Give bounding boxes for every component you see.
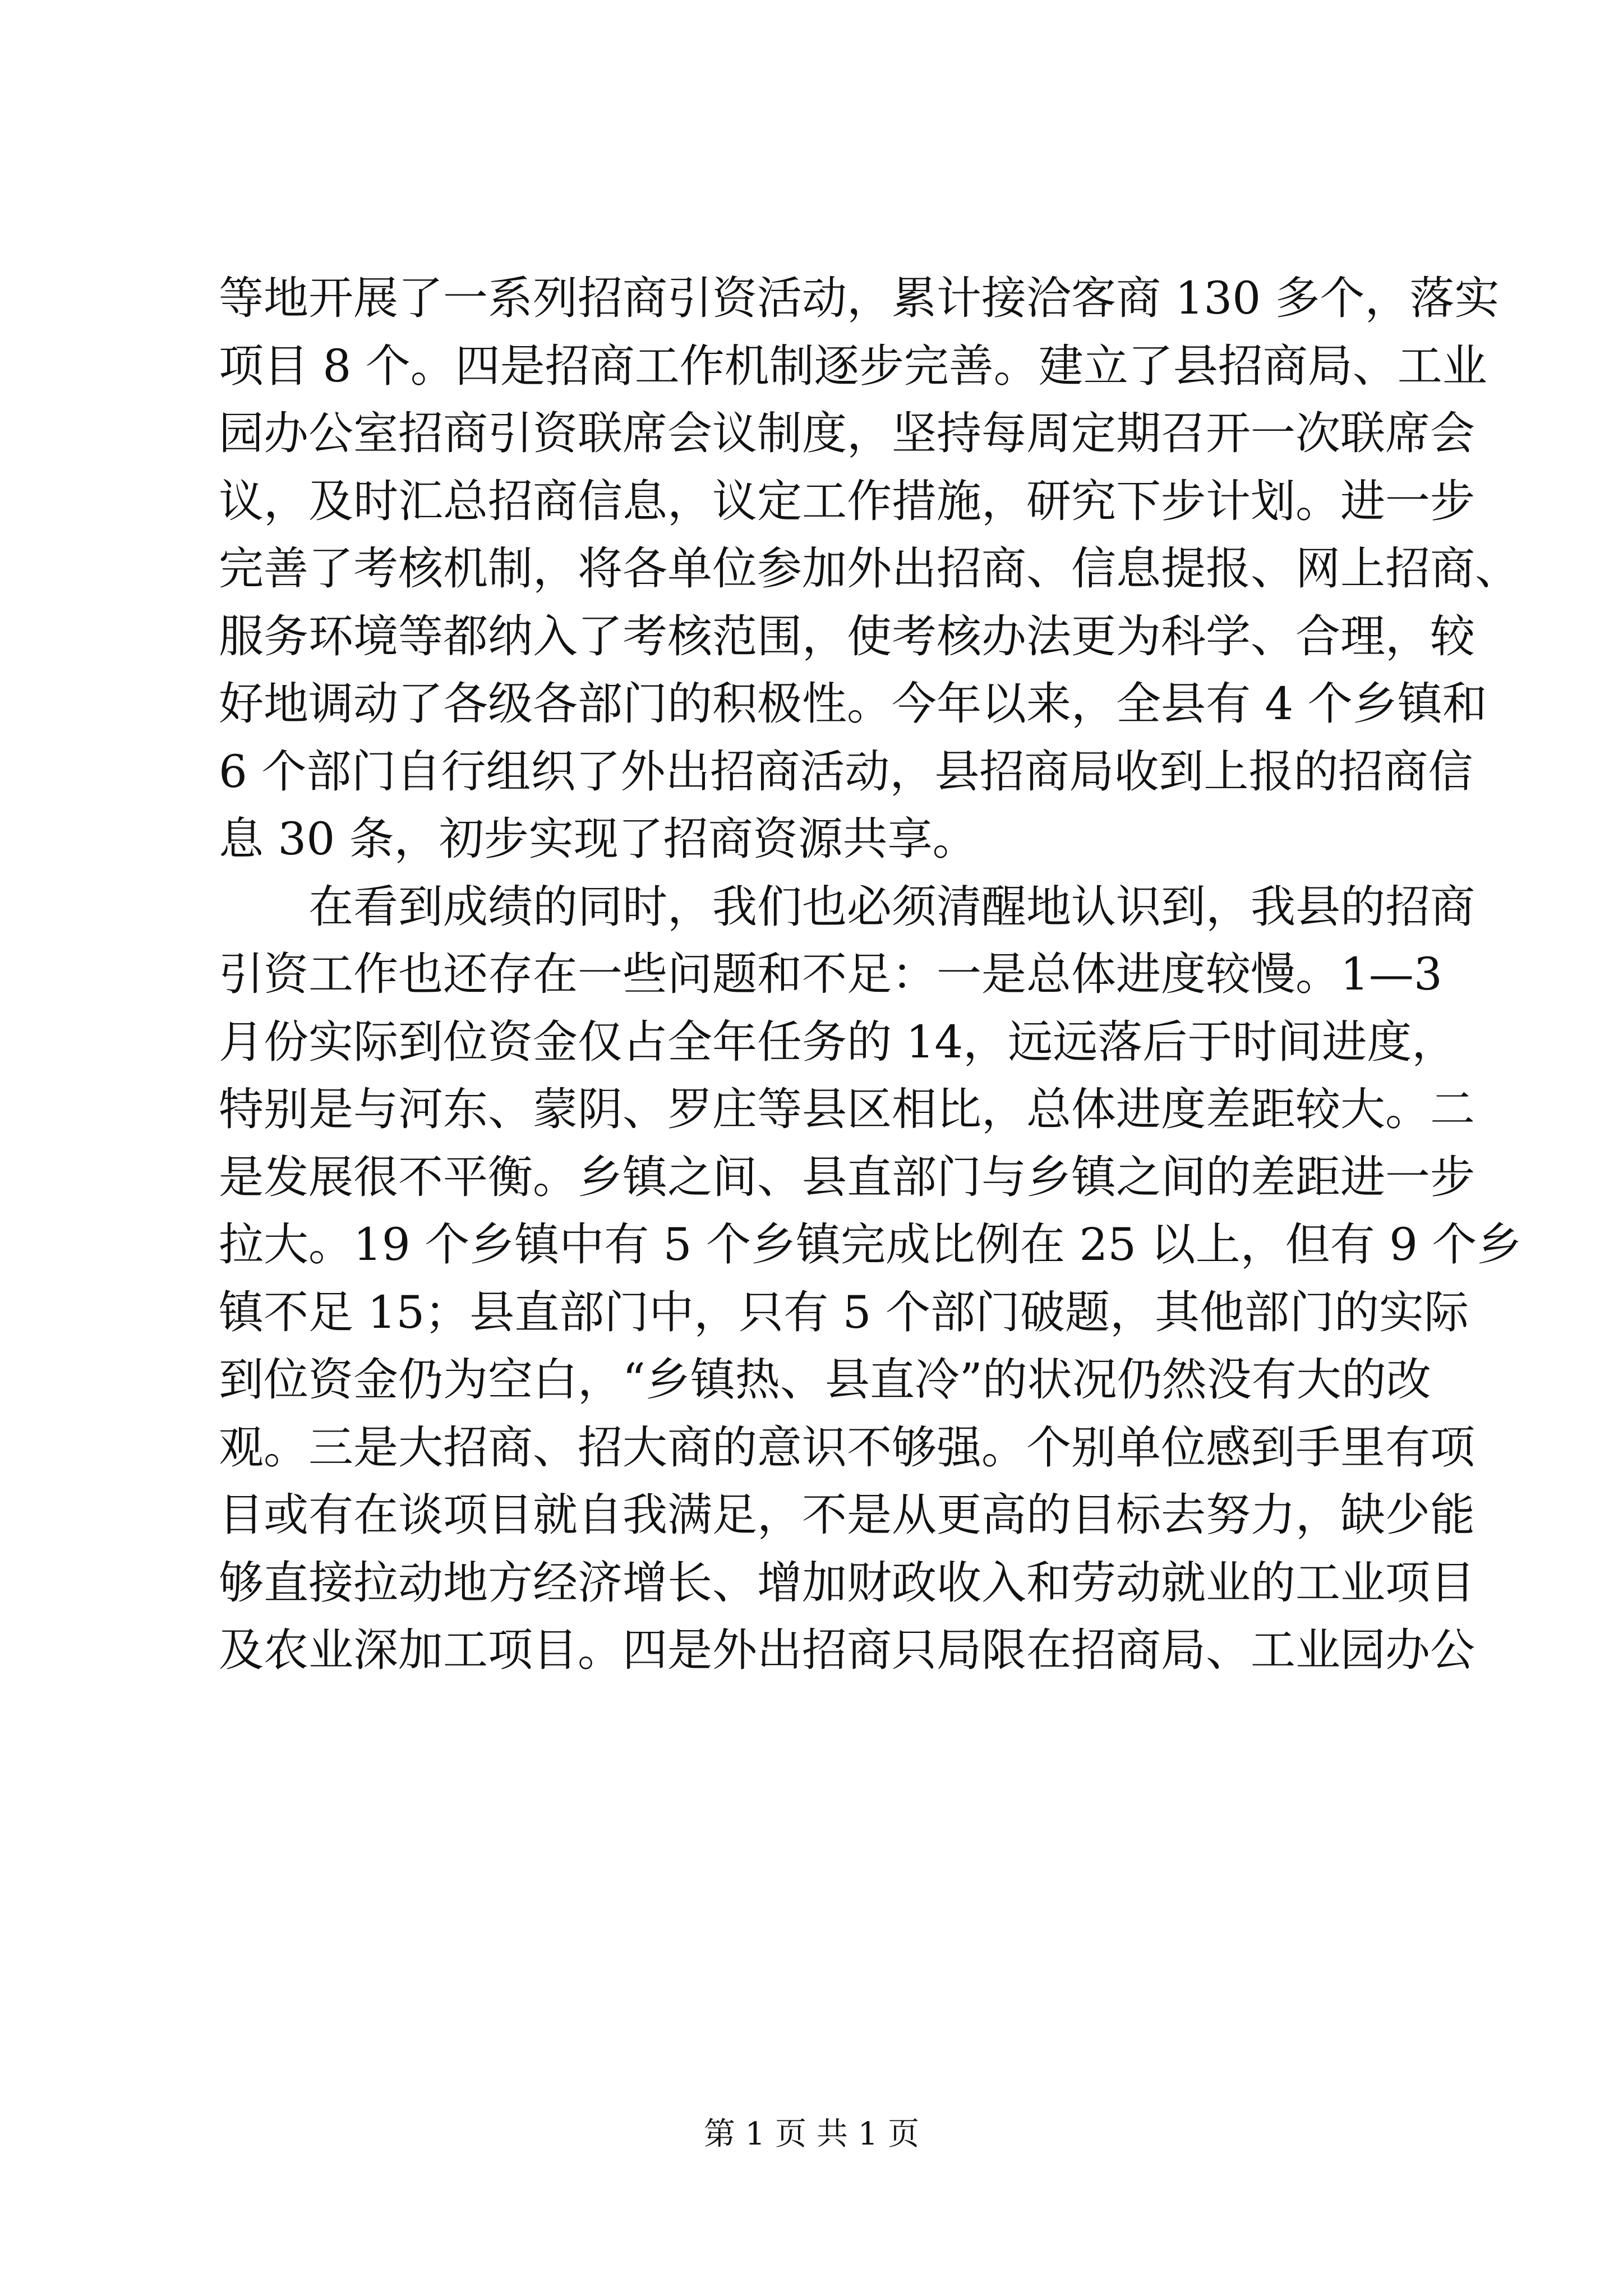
text-line: 镇不足 15；县直部门中，只有 5 个部门破题，其他部门的实际 <box>219 1286 1469 1338</box>
text-line: 等地开展了一系列招商引资活动，累计接洽客商 130 多个，落实 <box>219 272 1500 324</box>
text-line: 观。三是大招商、招大商的意识不够强。个别单位感到手里有项 <box>219 1421 1475 1474</box>
text-line: 引资工作也还存在一些问题和不足：一是总体进度较慢。1—3 <box>219 948 1442 1000</box>
text-line: 议，及时汇总招商信息，议定工作措施，研究下步计划。进一步 <box>219 475 1475 527</box>
text-line: 在看到成绩的同时，我们也必须清醒地认识到，我县的招商 <box>308 880 1475 933</box>
text-line: 息 30 条，初步实现了招商资源共享。 <box>219 813 978 865</box>
text-line: 项目 8 个。四是招商工作机制逐步完善。建立了县招商局、工业 <box>219 339 1487 392</box>
text-line: 及农业深加工项目。四是外出招商只局限在招商局、工业园办公 <box>219 1624 1475 1676</box>
paragraph <box>219 265 1520 873</box>
text-line: 特别是与河东、蒙阴、罗庄等县区相比，总体进度差距较大。二 <box>219 1083 1475 1135</box>
page-footer: 第 1 页 共 1 页 <box>703 2116 920 2152</box>
text-line: 够直接拉动地方经济增长、增加财政收入和劳动就业的工业项目 <box>219 1556 1475 1609</box>
text-line: 好地调动了各级各部门的积极性。今年以来，全县有 4 个乡镇和 <box>219 678 1487 730</box>
text-line: 6 个部门自行组织了外出招商活动，县招商局收到上报的招商信 <box>219 745 1473 798</box>
text-line: 是发展很不平衡。乡镇之间、县直部门与乡镇之间的差距进一步 <box>219 1151 1475 1203</box>
text-line: 月份实际到位资金仅占全年任务的 14，远远落后于时间进度， <box>219 1015 1457 1068</box>
text-line: 园办公室招商引资联席会议制度，坚持每周定期召开一次联席会 <box>219 407 1475 459</box>
text-line: 到位资金仍为空白，“乡镇热、县直冷”的状况仍然没有大的改 <box>219 1354 1431 1406</box>
text-line: 完善了考核机制，将各单位参加外出招商、信息提报、网上招商、 <box>219 542 1520 595</box>
text-line: 目或有在谈项目就自我满足，不是从更高的目标去努力，缺少能 <box>219 1489 1475 1541</box>
paragraph <box>219 873 1522 1685</box>
text-line: 服务环境等都纳入了考核范围，使考核办法更为科学、合理，较 <box>219 610 1475 662</box>
body-text <box>219 265 1522 1685</box>
text-line: 拉大。19 个乡镇中有 5 个乡镇完成比例在 25 以上，但有 9 个乡 <box>219 1218 1522 1271</box>
